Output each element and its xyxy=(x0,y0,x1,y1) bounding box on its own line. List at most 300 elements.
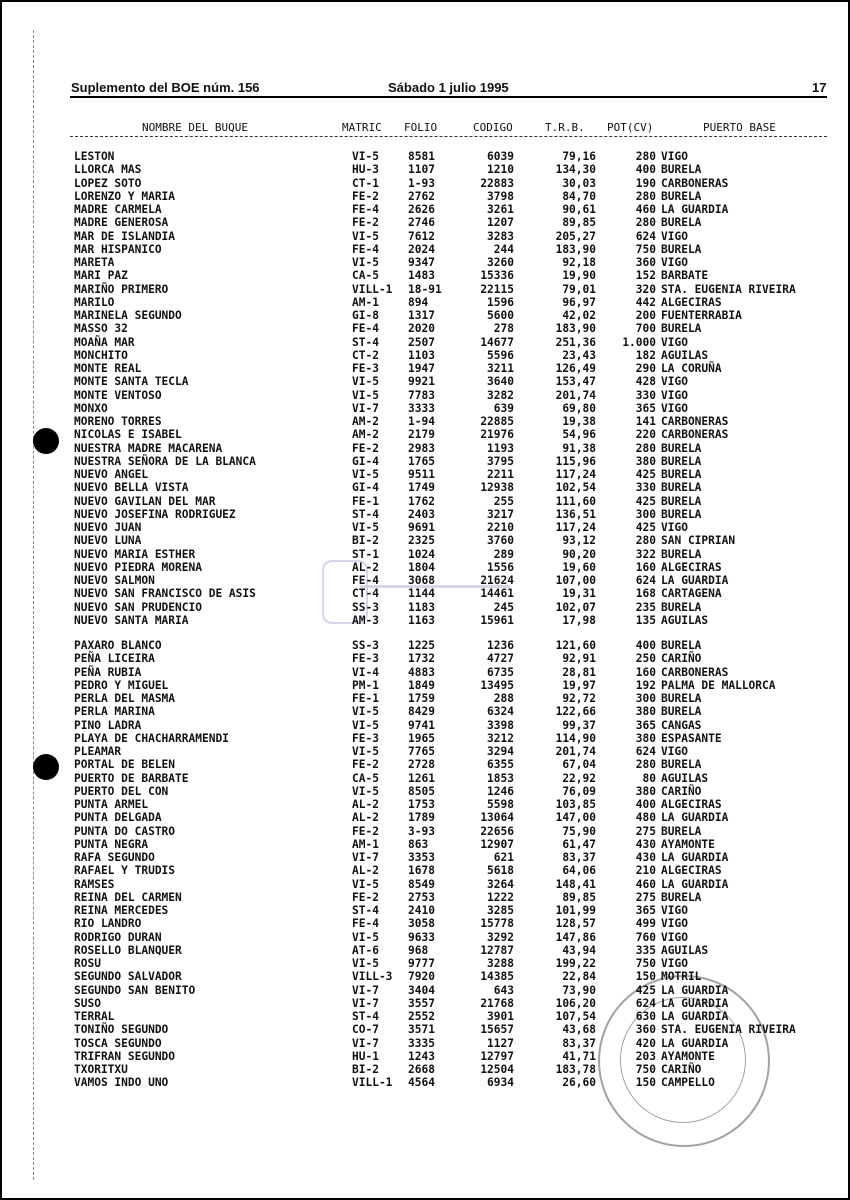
folio: 894 xyxy=(408,295,429,309)
folio: 9633 xyxy=(408,930,435,944)
puerto-base: ALGECIRAS xyxy=(661,864,722,878)
vessel-name: SEGUNDO SAN BENITO xyxy=(74,983,196,997)
codigo: 22885 xyxy=(480,415,514,428)
trb: 201,74 xyxy=(555,388,596,402)
vessel-name: NUEVO SALMON xyxy=(74,574,155,587)
potencia: 280 xyxy=(635,189,656,203)
potencia: 360 xyxy=(635,1023,656,1037)
puerto-base: BURELA xyxy=(661,468,702,481)
vessel-name: SEGUNDO SALVADOR xyxy=(74,970,182,984)
puerto-base: LA GUARDIA xyxy=(661,203,729,216)
folio: 7920 xyxy=(408,970,435,984)
table-row xyxy=(0,349,850,362)
potencia: 192 xyxy=(635,678,656,692)
codigo: 3795 xyxy=(487,454,514,468)
puerto-base: SAN CIPRIAN xyxy=(661,534,736,548)
matricula: SS-3 xyxy=(352,639,379,652)
folio: 1107 xyxy=(408,163,435,177)
potencia: 280 xyxy=(635,534,656,548)
matricula: VI-5 xyxy=(352,705,379,719)
table-row xyxy=(0,811,850,824)
table-row xyxy=(0,864,850,877)
codigo: 3901 xyxy=(487,1010,514,1023)
vessel-name: RIO LANDRO xyxy=(74,917,142,931)
table-row xyxy=(0,652,850,665)
vessel-name: PINO LADRA xyxy=(74,718,142,732)
vessel-name: MARINELA SEGUNDO xyxy=(74,309,182,322)
puerto-base: CARBONERAS xyxy=(661,665,729,679)
trb: 26,60 xyxy=(562,1076,596,1090)
potencia: 280 xyxy=(635,441,656,455)
matricula: VI-5 xyxy=(352,930,379,944)
matricula: FE-2 xyxy=(352,441,379,455)
potencia: 425 xyxy=(635,521,656,534)
vessel-name: MAR HISPANICO xyxy=(74,242,162,256)
puerto-base: BURELA xyxy=(661,242,702,256)
matricula: GI-4 xyxy=(352,481,379,495)
trb: 121,60 xyxy=(555,639,596,652)
vessel-name: MONTE REAL xyxy=(74,362,142,375)
vessel-name: LESTON xyxy=(74,150,115,163)
matricula: FE-1 xyxy=(352,692,379,705)
codigo: 21624 xyxy=(480,574,514,587)
codigo: 288 xyxy=(493,692,514,705)
trb: 22,92 xyxy=(562,771,596,785)
puerto-base: LA GUARDIA xyxy=(661,877,729,891)
potencia: 80 xyxy=(642,771,656,785)
folio: 8581 xyxy=(408,150,435,163)
trb: 147,00 xyxy=(555,811,596,825)
vessel-name: LLORCA MAS xyxy=(74,163,142,177)
table-row xyxy=(0,878,850,891)
puerto-base: VIGO xyxy=(661,335,688,349)
table-row xyxy=(0,574,850,587)
codigo: 1127 xyxy=(487,1036,514,1050)
table-row xyxy=(0,402,850,415)
matricula: AM-2 xyxy=(352,428,379,442)
folio: 1183 xyxy=(408,600,435,614)
trb: 106,20 xyxy=(555,996,596,1010)
codigo: 6355 xyxy=(487,758,514,772)
trb: 183,78 xyxy=(555,1063,596,1076)
vessel-name: TONIÑO SEGUNDO xyxy=(74,1023,169,1037)
matricula: VI-5 xyxy=(352,256,379,269)
folio: 7765 xyxy=(408,745,435,758)
table-row xyxy=(0,163,850,176)
trb: 76,09 xyxy=(562,784,596,798)
table-row xyxy=(0,190,850,203)
trb: 99,37 xyxy=(562,718,596,732)
table-row xyxy=(0,455,850,468)
codigo: 3217 xyxy=(487,507,514,521)
potencia: 360 xyxy=(635,256,656,269)
folio: 1759 xyxy=(408,692,435,705)
codigo: 5596 xyxy=(487,348,514,362)
matricula: VI-5 xyxy=(352,388,379,402)
matricula: FE-2 xyxy=(352,824,379,838)
vessel-name: LORENZO Y MARIA xyxy=(74,189,176,203)
matricula: AL-2 xyxy=(352,798,379,811)
folio: 863 xyxy=(408,837,429,851)
trb: 79,01 xyxy=(562,282,596,296)
puerto-base: BURELA xyxy=(661,547,702,561)
codigo: 14461 xyxy=(480,587,514,601)
potencia: 630 xyxy=(635,1010,656,1023)
vessel-name: NUEVO JOSEFINA RODRIGUEZ xyxy=(74,507,236,521)
codigo: 1236 xyxy=(487,639,514,652)
matricula: SS-3 xyxy=(352,600,379,614)
potencia: 430 xyxy=(635,851,656,864)
table-row xyxy=(0,639,850,652)
matricula: FE-1 xyxy=(352,494,379,508)
trb: 115,96 xyxy=(555,454,596,468)
matricula: AL-2 xyxy=(352,560,379,574)
matricula: VI-7 xyxy=(352,996,379,1010)
trb: 102,07 xyxy=(555,600,596,614)
vessel-name: NUEVO SAN FRANCISCO DE ASIS xyxy=(74,587,256,601)
table-row xyxy=(0,481,850,494)
folio: 3571 xyxy=(408,1023,435,1037)
folio: 3-93 xyxy=(408,824,435,838)
table-row xyxy=(0,666,850,679)
potencia: 210 xyxy=(635,864,656,878)
trb: 17,98 xyxy=(562,613,596,627)
codigo: 3292 xyxy=(487,930,514,944)
puerto-base: AYAMONTE xyxy=(661,837,715,851)
matricula: AM-1 xyxy=(352,837,379,851)
potencia: 624 xyxy=(635,229,656,243)
trb: 96,97 xyxy=(562,295,596,309)
folio: 18-91 xyxy=(408,282,442,296)
table-row xyxy=(0,944,850,957)
vessel-name: LOPEZ SOTO xyxy=(74,176,142,190)
trb: 147,86 xyxy=(555,930,596,944)
trb: 117,24 xyxy=(555,468,596,481)
trb: 30,03 xyxy=(562,176,596,190)
trb: 19,60 xyxy=(562,560,596,574)
potencia: 400 xyxy=(635,639,656,652)
vessel-name: ROSELLO BLANQUER xyxy=(74,943,182,957)
folio: 2668 xyxy=(408,1063,435,1076)
puerto-base: BURELA xyxy=(661,163,702,177)
matricula: VI-5 xyxy=(352,718,379,732)
codigo: 5600 xyxy=(487,309,514,322)
puerto-base: VIGO xyxy=(661,150,688,163)
potencia: 150 xyxy=(635,970,656,984)
table-row xyxy=(0,269,850,282)
table-row xyxy=(0,904,850,917)
potencia: 290 xyxy=(635,362,656,375)
codigo: 1207 xyxy=(487,216,514,230)
puerto-base: VIGO xyxy=(661,745,688,758)
trb: 41,71 xyxy=(562,1049,596,1063)
matricula: VILL-1 xyxy=(352,282,393,296)
trb: 134,30 xyxy=(555,163,596,177)
matricula: PM-1 xyxy=(352,678,379,692)
trb: 111,60 xyxy=(555,494,596,508)
table-row xyxy=(0,851,850,864)
trb: 103,85 xyxy=(555,798,596,811)
table-row xyxy=(0,984,850,997)
vessel-name: MARILO xyxy=(74,295,115,309)
codigo: 12938 xyxy=(480,481,514,495)
trb: 19,97 xyxy=(562,678,596,692)
potencia: 280 xyxy=(635,216,656,230)
puerto-base: ALGECIRAS xyxy=(661,560,722,574)
matricula: ST-1 xyxy=(352,547,379,561)
table-row xyxy=(0,230,850,243)
codigo: 3760 xyxy=(487,534,514,548)
matricula: VI-5 xyxy=(352,229,379,243)
vessel-name: MONTE SANTA TECLA xyxy=(74,375,189,389)
codigo: 1222 xyxy=(487,890,514,904)
folio: 9691 xyxy=(408,521,435,534)
vessel-name: PERLA DEL MASMA xyxy=(74,692,176,705)
vessel-name: TXORITXU xyxy=(74,1063,128,1076)
codigo: 15778 xyxy=(480,917,514,931)
trb: 19,38 xyxy=(562,415,596,428)
trb: 128,57 xyxy=(555,917,596,931)
puerto-base: BURELA xyxy=(661,758,702,772)
vessel-name: RAFA SEGUNDO xyxy=(74,851,155,864)
vessel-name: NUEVO BELLA VISTA xyxy=(74,481,189,495)
folio: 2762 xyxy=(408,189,435,203)
trb: 61,47 xyxy=(562,837,596,851)
codigo: 1556 xyxy=(487,560,514,574)
puerto-base: VIGO xyxy=(661,904,688,917)
folio: 1965 xyxy=(408,731,435,745)
table-row xyxy=(0,309,850,322)
matricula: AT-6 xyxy=(352,943,379,957)
potencia: 275 xyxy=(635,824,656,838)
codigo: 15961 xyxy=(480,613,514,627)
codigo: 3211 xyxy=(487,362,514,375)
matricula: AM-1 xyxy=(352,295,379,309)
puerto-base: BURELA xyxy=(661,600,702,614)
matricula: VI-5 xyxy=(352,468,379,481)
trb: 64,06 xyxy=(562,864,596,878)
vessel-name: MARETA xyxy=(74,256,115,269)
trb: 83,37 xyxy=(562,851,596,864)
puerto-base: LA GUARDIA xyxy=(661,996,729,1010)
folio: 1804 xyxy=(408,560,435,574)
puerto-base: AGUILAS xyxy=(661,771,709,785)
puerto-base: BURELA xyxy=(661,824,702,838)
col-matric: MATRIC xyxy=(342,121,382,134)
codigo: 6934 xyxy=(487,1076,514,1090)
matricula: FE-3 xyxy=(352,731,379,745)
vessel-name: PERLA MARINA xyxy=(74,705,155,719)
folio: 1765 xyxy=(408,454,435,468)
folio: 1261 xyxy=(408,771,435,785)
trb: 126,49 xyxy=(555,362,596,375)
puerto-base: AGUILAS xyxy=(661,943,709,957)
trb: 19,31 xyxy=(562,587,596,601)
folio: 9741 xyxy=(408,718,435,732)
codigo: 2210 xyxy=(487,521,514,534)
folio: 2325 xyxy=(408,534,435,548)
vessel-name: PLEAMAR xyxy=(74,745,122,758)
trb: 89,85 xyxy=(562,890,596,904)
table-row xyxy=(0,917,850,930)
puerto-base: VIGO xyxy=(661,521,688,534)
table-row xyxy=(0,548,850,561)
codigo: 244 xyxy=(493,242,514,256)
potencia: 190 xyxy=(635,176,656,190)
folio: 1753 xyxy=(408,798,435,811)
vessel-name: RAFAEL Y TRUDIS xyxy=(74,864,176,878)
potencia: 750 xyxy=(635,957,656,970)
matricula: BI-2 xyxy=(352,534,379,548)
codigo: 14677 xyxy=(480,335,514,349)
table-row xyxy=(0,838,850,851)
potencia: 380 xyxy=(635,731,656,745)
potencia: 425 xyxy=(635,468,656,481)
col-folio: FOLIO xyxy=(404,121,438,134)
codigo: 21976 xyxy=(480,428,514,442)
potencia: 425 xyxy=(635,494,656,508)
potencia: 152 xyxy=(635,269,656,283)
potencia: 200 xyxy=(635,309,656,322)
table-row xyxy=(0,931,850,944)
matricula: VI-7 xyxy=(352,851,379,864)
codigo: 3288 xyxy=(487,957,514,970)
puerto-base: BURELA xyxy=(661,481,702,495)
folio: 2403 xyxy=(408,507,435,521)
matricula: CT-2 xyxy=(352,348,379,362)
vessel-name: NUEVO SANTA MARIA xyxy=(74,613,189,627)
trb: 75,90 xyxy=(562,824,596,838)
trb: 107,54 xyxy=(555,1010,596,1023)
potencia: 160 xyxy=(635,665,656,679)
puerto-base: LA GUARDIA xyxy=(661,574,729,587)
matricula: VI-5 xyxy=(352,784,379,798)
puerto-base: BURELA xyxy=(661,507,702,521)
folio: 2024 xyxy=(408,242,435,256)
puerto-base: LA GUARDIA xyxy=(661,851,729,864)
trb: 91,38 xyxy=(562,441,596,455)
potencia: 220 xyxy=(635,428,656,442)
trb: 92,91 xyxy=(562,652,596,666)
potencia: 168 xyxy=(635,587,656,601)
table-row xyxy=(0,389,850,402)
table-row xyxy=(0,336,850,349)
publication-date: Sábado 1 julio 1995 xyxy=(388,80,509,95)
folio: 3557 xyxy=(408,996,435,1010)
codigo: 5618 xyxy=(487,864,514,878)
header-dashed-rule xyxy=(70,136,827,137)
potencia: 460 xyxy=(635,203,656,216)
vessel-name: MORENO TORRES xyxy=(74,415,162,428)
vessel-name: REINA MERCEDES xyxy=(74,904,169,917)
codigo: 3283 xyxy=(487,229,514,243)
folio: 2507 xyxy=(408,335,435,349)
matricula: VI-7 xyxy=(352,983,379,997)
trb: 89,85 xyxy=(562,216,596,230)
potencia: 460 xyxy=(635,877,656,891)
potencia: 235 xyxy=(635,600,656,614)
matricula: ST-4 xyxy=(352,1010,379,1023)
trb: 54,96 xyxy=(562,428,596,442)
codigo: 6735 xyxy=(487,665,514,679)
potencia: 300 xyxy=(635,692,656,705)
folio: 9921 xyxy=(408,375,435,389)
trb: 199,22 xyxy=(555,957,596,970)
folio: 1732 xyxy=(408,652,435,666)
vessel-name: MARI PAZ xyxy=(74,269,128,283)
folio: 8505 xyxy=(408,784,435,798)
vessel-name: PUERTO DE BARBATE xyxy=(74,771,189,785)
codigo: 3264 xyxy=(487,877,514,891)
vessel-name: NUEVO PIEDRA MORENA xyxy=(74,560,202,574)
codigo: 639 xyxy=(493,401,514,415)
folio: 1678 xyxy=(408,864,435,878)
potencia: 330 xyxy=(635,481,656,495)
codigo: 15657 xyxy=(480,1023,514,1037)
folio: 1243 xyxy=(408,1049,435,1063)
trb: 19,90 xyxy=(562,269,596,283)
vessel-name: NUESTRA SEÑORA DE LA BLANCA xyxy=(74,454,256,468)
matricula: FE-3 xyxy=(352,362,379,375)
puerto-base: BURELA xyxy=(661,189,702,203)
vessel-name: MAR DE ISLANDIA xyxy=(74,229,176,243)
vessel-name: NUEVO MARIA ESTHER xyxy=(74,547,196,561)
folio: 3058 xyxy=(408,917,435,931)
folio: 3404 xyxy=(408,983,435,997)
matricula: HU-3 xyxy=(352,163,379,177)
vessel-table xyxy=(0,150,850,1090)
folio: 9511 xyxy=(408,468,435,481)
matricula: AL-2 xyxy=(352,811,379,825)
folio: 1225 xyxy=(408,639,435,652)
puerto-base: BURELA xyxy=(661,454,702,468)
table-row xyxy=(0,177,850,190)
trb: 201,74 xyxy=(555,745,596,758)
matricula: VI-4 xyxy=(352,665,379,679)
codigo: 2211 xyxy=(487,468,514,481)
potencia: 480 xyxy=(635,811,656,825)
puerto-base: CARIÑO xyxy=(661,652,702,666)
vessel-name: NUEVO ANGEL xyxy=(74,468,149,481)
potencia: 428 xyxy=(635,375,656,389)
trb: 251,36 xyxy=(555,335,596,349)
puerto-base: CARTAGENA xyxy=(661,587,722,601)
potencia: 280 xyxy=(635,758,656,772)
vessel-name: NUEVO LUNA xyxy=(74,534,142,548)
table-row xyxy=(0,1023,850,1036)
table-row xyxy=(0,772,850,785)
table-row xyxy=(0,428,850,441)
matricula: BI-2 xyxy=(352,1063,379,1076)
codigo: 1246 xyxy=(487,784,514,798)
vessel-name: ROSU xyxy=(74,957,101,970)
vessel-name: TOSCA SEGUNDO xyxy=(74,1036,162,1050)
matricula: FE-4 xyxy=(352,917,379,931)
trb: 101,99 xyxy=(555,904,596,917)
codigo: 3398 xyxy=(487,718,514,732)
codigo: 643 xyxy=(493,983,514,997)
potencia: 430 xyxy=(635,837,656,851)
folio: 2753 xyxy=(408,890,435,904)
col-puerto: PUERTO BASE xyxy=(703,121,776,134)
vessel-name: MADRE GENEROSA xyxy=(74,216,169,230)
potencia: 425 xyxy=(635,983,656,997)
table-row xyxy=(0,758,850,771)
table-row xyxy=(0,561,850,574)
codigo: 4727 xyxy=(487,652,514,666)
folio: 7612 xyxy=(408,229,435,243)
page-number: 17 xyxy=(812,80,827,95)
